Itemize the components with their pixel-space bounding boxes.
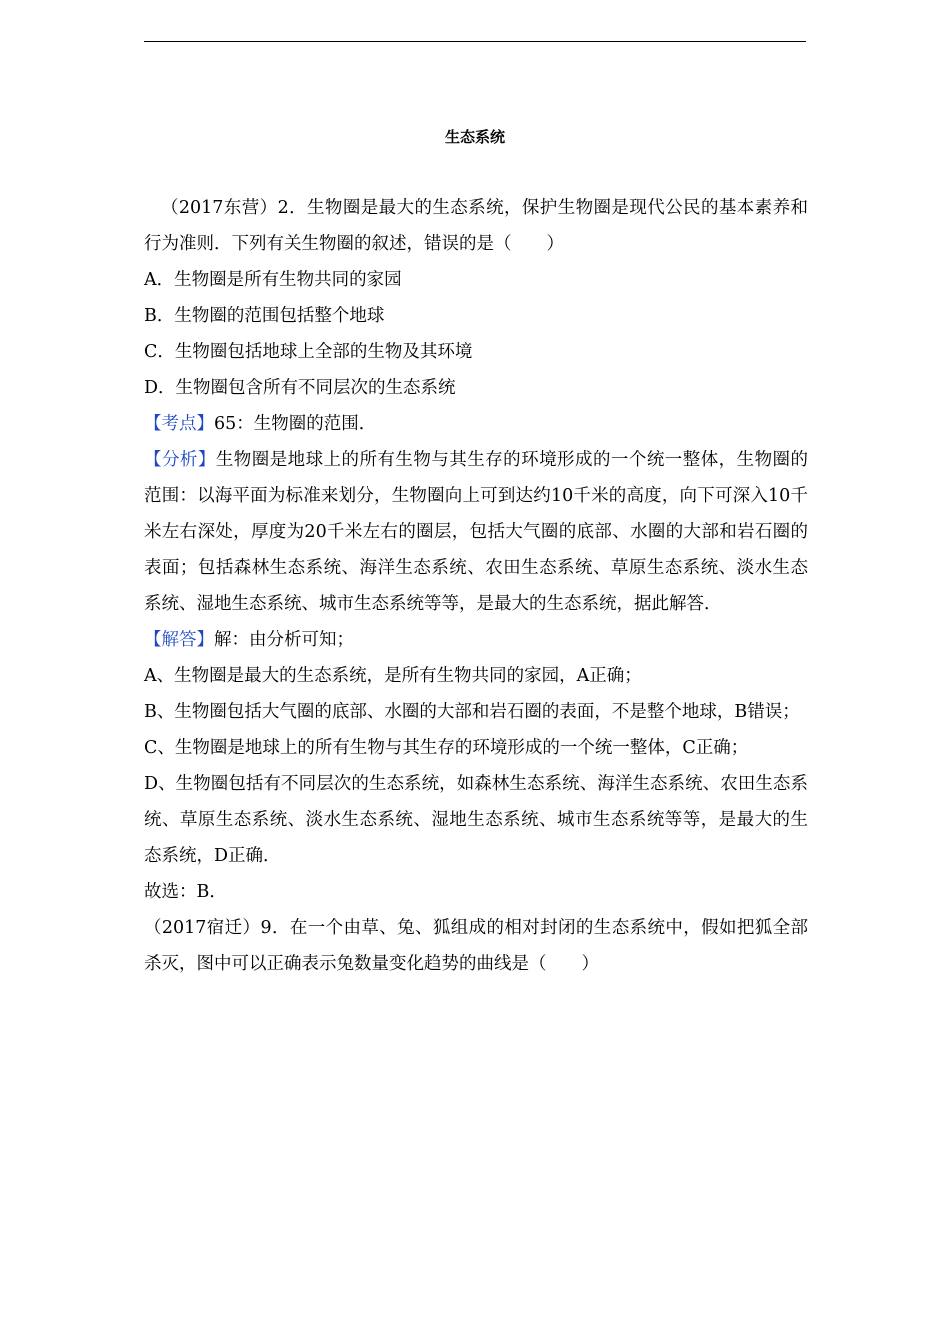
header-rule: [144, 41, 806, 42]
kaodian-text: 65：生物圈的范围．: [214, 414, 377, 434]
jieda-tag: 【解答】: [144, 630, 214, 650]
answer-b: B、生物圈包括大气圈的底部、水圈的大部和岩石圈的表面，不是整个地球，B错误；: [144, 702, 800, 722]
jieda-text: 解：由分析可知；: [214, 630, 354, 650]
question-2-stem: （2017宿迁）9．在一个由草、兔、狐组成的相对封闭的生态系统中，假如把狐全部杀灭，图中可以正确表示兔数量变化趋势的曲线是（ ）: [144, 918, 808, 974]
question-1-stem: （2017东营）2．生物圈是最大的生态系统，保护生物圈是现代公民的基本素养和行为准则．下列有关生物圈的叙述，错误的是（ ）: [144, 198, 808, 254]
fenxi-paragraph: [144, 442, 808, 622]
answer-a: A、生物圈是最大的生态系统，是所有生物共同的家园，A正确；: [144, 666, 642, 686]
kaodian-tag: 【考点】: [144, 414, 214, 434]
answer-choice: 故选：B．: [144, 882, 227, 902]
question-1-option-c: C．生物圈包括地球上全部的生物及其环境: [144, 342, 473, 362]
fenxi-text: 生物圈是地球上的所有生物与其生存的环境形成的一个统一整体，生物圈的范围：以海平面为标准来划分，生物圈向上可到达约10千米的高度，向下可深入10千米左右深处，厚度为20千米左右的圈层，包括大气圈的底部、水圈的大部和岩石圈的表面；包括森林生态系统、海洋生态系统、农田生态系统、草原生态系统、淡水生态系统、湿地生态系统、城市生态系统等等，是最大的生态系统，据此解答．: [144, 450, 809, 614]
kaodian-paragraph: [144, 406, 808, 442]
answer-c: C、生物圈是地球上的所有生物与其生存的环境形成的一个统一整体，C正确；: [144, 738, 749, 758]
document-body: [144, 190, 808, 982]
answer-d: D、生物圈包括有不同层次的生态系统，如森林生态系统、海洋生态系统、农田生态系统、草原生态系统、淡水生态系统、湿地生态系统、城市生态系统等等，是最大的生态系统，D正确．: [144, 774, 808, 866]
question-1-option-b: B．生物圈的范围包括整个地球: [144, 306, 385, 326]
question-1-option-a: A．生物圈是所有生物共同的家园: [144, 270, 402, 290]
question-1-option-d: D．生物圈包含所有不同层次的生态系统: [144, 378, 456, 398]
jieda-paragraph: [144, 622, 808, 658]
page-title: 生态系统: [444, 128, 505, 146]
fenxi-tag: 【分析】: [144, 450, 216, 470]
